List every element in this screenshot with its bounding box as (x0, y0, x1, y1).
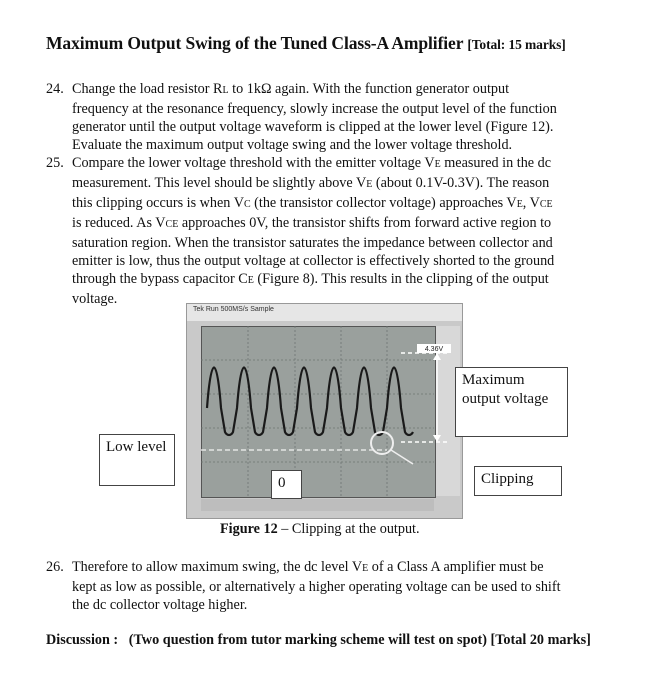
q24-line-3: generator until the output voltage waveform is clipped at the lower level (Figure 12). (72, 119, 554, 135)
callout-maximum-output-voltage: Maximum output voltage (455, 367, 568, 437)
callout-low-level: Low level (99, 434, 175, 486)
q25-line-4: is reduced. As VCE approaches 0V, the transistor shifts from forward active region to (72, 215, 552, 231)
question-number: 26. (46, 559, 64, 575)
clipped-waveform (207, 368, 413, 436)
amplitude-label: 4.36V (424, 346, 444, 353)
scope-trace-layer (187, 304, 462, 518)
q26-line-1: Therefore to allow maximum swing, the dc level VE of a Class A amplifier must be (72, 559, 544, 575)
q25-line-8: voltage. (72, 291, 118, 307)
callout-zero: 0 (271, 470, 302, 499)
scope-header-text: Tek Run 500MS/s Sample (193, 306, 274, 313)
page-title (46, 33, 646, 54)
q25-line-1: Compare the lower voltage threshold with the emitter voltage VE measured in the dc (72, 155, 552, 171)
figure-label: Figure 12 (220, 521, 278, 537)
q25-line-3: this clipping occurs is when VC (the transistor collector voltage) approaches VE, VCE (72, 195, 553, 211)
q24-line-4: Evaluate the maximum output voltage swing and the lower voltage threshold. (72, 137, 513, 153)
q24-line-1: Change the load resistor RL to 1kΩ again. With the function generator output (72, 81, 510, 97)
discussion-text: (Two question from tutor marking scheme will test on spot) [Total 20 marks] (128, 632, 591, 648)
q26-line-2: kept as low as possible, or alternatively a higher operating voltage can be used to shift (72, 579, 561, 595)
question-number: 24. (46, 81, 64, 97)
figure-caption-text: – Clipping at the output. (277, 521, 420, 537)
callout-clipping: Clipping (474, 466, 562, 496)
q25-line-6: emitter is low, thus the output voltage at collector is effectively shorted to the ground (72, 253, 555, 269)
q24-line-2: frequency at the resonance frequency, slowly increase the output level of the function (72, 101, 557, 117)
q25-line-5: saturation region. When the transistor saturates the impedance between collector and (72, 235, 553, 251)
discussion-label: Discussion : (46, 632, 119, 648)
q25-line-2: measurement. This level should be slightly above VE (about 0.1V-0.3V). The reason (72, 175, 550, 191)
question-number: 25. (46, 155, 64, 171)
title-marks: [Total: 15 marks] (467, 37, 566, 52)
oscilloscope-screenshot (186, 303, 463, 519)
discussion-section (46, 631, 626, 649)
title-text: Maximum Output Swing of the Tuned Class-A Amplifier (46, 33, 464, 53)
q26-line-3: the dc collector voltage higher. (72, 597, 248, 613)
q25-line-7: through the bypass capacitor CE (Figure 8). This results in the clipping of the output (72, 271, 549, 287)
figure-caption (220, 521, 420, 538)
